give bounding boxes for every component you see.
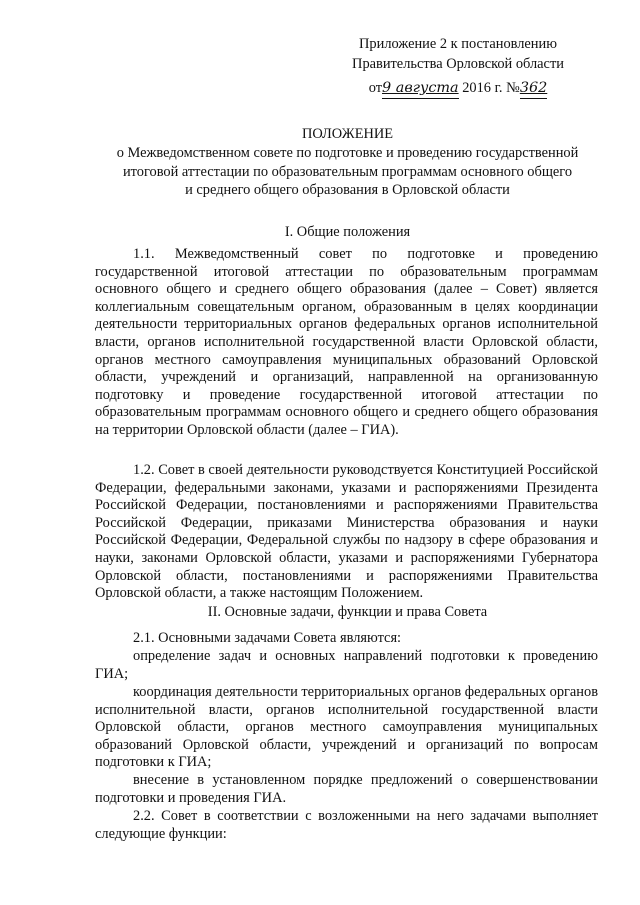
date-prefix: от	[368, 80, 383, 96]
title-subline-1: о Межведомственном совете по подготовке и проведению государственной	[116, 145, 579, 161]
list-item-task-2: координация деятельности территориальных органов федеральных органов исполнительной власти, органов исполнительной государственной власти Орловской области, органов местного самоуправления муниципальных образований Орловской области, учреждений и организаций по вопросам подготовки к ГИА;	[95, 684, 598, 771]
title-subline-3: и среднего общего образования в Орловской области	[185, 182, 510, 198]
document-title: ПОЛОЖЕНИЕ	[301, 126, 394, 142]
list-item-task-3: внесение в установленном порядке предложений о совершенствовании подготовки и проведения ГИА.	[95, 772, 598, 806]
list-item-task-1: определение задач и основных направлений подготовки к проведению ГИА;	[95, 648, 598, 682]
year-and-number-label: 2016 г. №	[462, 80, 520, 96]
paragraph-2-1: 2.1. Основными задачами Совета являются:	[133, 630, 402, 646]
section-2-heading: II. Основные задачи, функции и права Совета	[207, 604, 488, 620]
appendix-line-2: Правительства Орловской области	[352, 56, 564, 72]
handwritten-date: 9 августа	[382, 80, 459, 99]
appendix-line-1: Приложение 2 к постановлению	[359, 36, 557, 52]
appendix-date-line	[318, 80, 598, 99]
section-1-heading: I. Общие положения	[284, 224, 411, 240]
paragraph-1-1: 1.1. Межведомственный совет по подготовке и проведению государственной итоговой аттестации по образовательным программам основного общего и среднего общего образования (далее – Совет) является коллегиальным совещательным органом, образованным в целях координации деятельности территориальных органов федеральных органов исполнительной власти, органов исполнительной государственной власти Орловской области, органов местного самоуправления муниципальных образований Орловской области, учреждений и организаций, направленной на организованную подготовку и проведение государственной итоговой аттестации по образовательным программам основного общего и среднего общего образования на территории Орловской области (далее – ГИА).	[95, 246, 598, 438]
paragraph-2-2: 2.2. Совет в соответствии с возложенными на него задачами выполняет следующие функции:	[95, 808, 598, 842]
handwritten-number: 362	[520, 80, 547, 99]
title-subline-2: итоговой аттестации по образовательным программам основного общего	[122, 164, 573, 180]
paragraph-1-2: 1.2. Совет в своей деятельности руководствуется Конституцией Российской Федерации, федеральными законами, указами и распоряжениями Президента Российской Федерации, постановлениями и распоряжениями Правительства Российской Федерации, приказами Министерства образования и науки Российской Федерации, Федеральной службы по надзору в сфере образования и науки, законами Орловской области, указами и распоряжениями Губернатора Орловской области, постановлениями и распоряжениями Правительства Орловской области, а также настоящим Положением.	[95, 462, 598, 602]
